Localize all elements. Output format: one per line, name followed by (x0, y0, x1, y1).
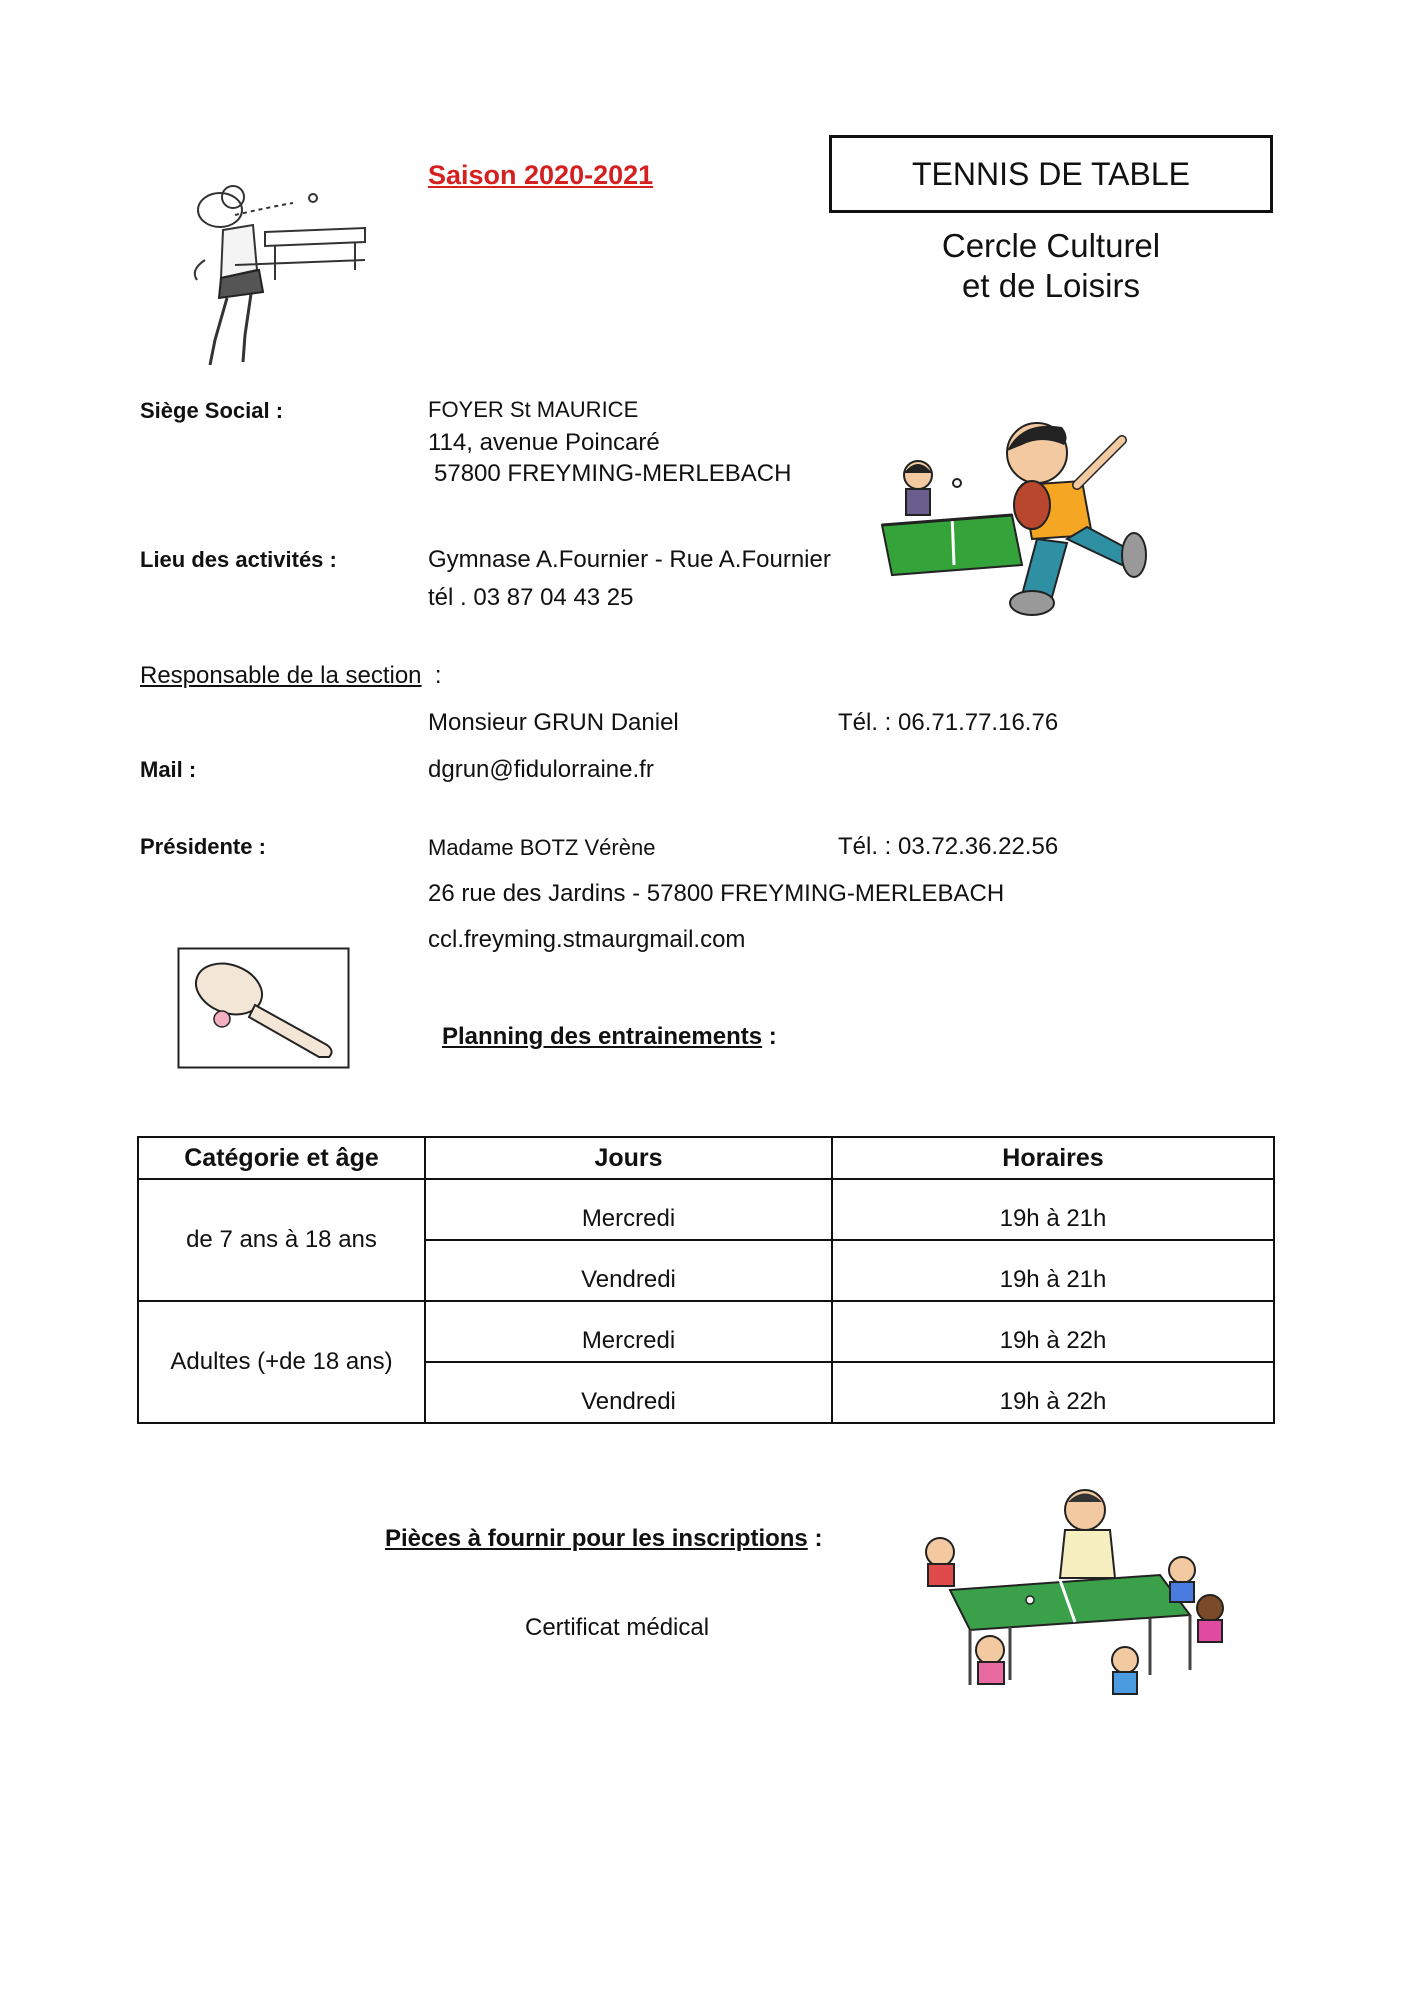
page-title: TENNIS DE TABLE (912, 155, 1190, 192)
time-cell: 19h à 22h (832, 1301, 1274, 1362)
header-category: Catégorie et âge (138, 1137, 425, 1179)
responsable-tel: Tél. : 06.71.77.16.76 (838, 709, 1059, 736)
time-cell: 19h à 21h (832, 1179, 1274, 1240)
responsable-colon: : (434, 662, 442, 689)
page-title-box (829, 135, 1273, 213)
lieu-line1: Gymnase A.Fournier - Rue A.Fournier (428, 546, 831, 573)
mail-value: dgrun@fidulorraine.fr (428, 756, 654, 783)
lieu-line2: tél . 03 87 04 43 25 (428, 584, 634, 611)
table-row (138, 1301, 1274, 1362)
paddle-icon (177, 947, 350, 1069)
presidente-tel: Tél. : 03.72.36.22.56 (838, 833, 1059, 860)
table-header-row (138, 1137, 1274, 1179)
time-cell: 19h à 22h (832, 1362, 1274, 1423)
header-days: Jours (425, 1137, 832, 1179)
table-row (138, 1179, 1274, 1240)
pieces-title-row (385, 1525, 822, 1553)
presidente-email: ccl.freyming.stmaurgmail.com (428, 926, 746, 953)
planning-colon: : (768, 1023, 777, 1050)
planning-title-row (442, 1023, 777, 1051)
club-name-line1: Cercle Culturel (941, 227, 1161, 264)
pieces-item: Certificat médical (525, 1614, 710, 1641)
siege-label: Siège Social : (140, 398, 284, 423)
day-cell: Vendredi (425, 1240, 832, 1301)
responsable-label-row (140, 662, 442, 690)
day-cell: Mercredi (425, 1301, 832, 1362)
responsable-name: Monsieur GRUN Daniel (428, 709, 679, 736)
time-cell: 19h à 21h (832, 1240, 1274, 1301)
season-title: Saison 2020-2021 (428, 160, 654, 190)
siege-line2: 114, avenue Poincaré (428, 429, 660, 456)
pieces-colon: : (814, 1525, 823, 1552)
siege-line3: 57800 FREYMING-MERLEBACH (434, 460, 792, 487)
presidente-label: Présidente : (140, 834, 266, 859)
category-cell: Adultes (+de 18 ans) (138, 1301, 425, 1423)
presidente-name: Madame BOTZ Vérène (428, 835, 656, 860)
planning-title: Planning des entrainements (442, 1023, 763, 1050)
cartoon-player-icon (872, 415, 1162, 625)
day-cell: Mercredi (425, 1179, 832, 1240)
category-cell: de 7 ans à 18 ans (138, 1179, 425, 1301)
mail-label: Mail : (140, 757, 197, 782)
day-cell: Vendredi (425, 1362, 832, 1423)
responsable-label: Responsable de la section (140, 662, 422, 689)
siege-line1: FOYER St MAURICE (428, 397, 639, 422)
lieu-label: Lieu des activités : (140, 547, 337, 572)
header-times: Horaires (832, 1137, 1274, 1179)
schedule-table (137, 1136, 1275, 1424)
pieces-title: Pièces à fournir pour les inscriptions (385, 1525, 808, 1552)
table-tennis-player-icon (175, 170, 375, 375)
kids-table-icon (910, 1480, 1230, 1705)
club-name-line2: et de Loisirs (962, 267, 1140, 304)
presidente-address: 26 rue des Jardins - 57800 FREYMING-MERLEBACH (428, 880, 1005, 907)
